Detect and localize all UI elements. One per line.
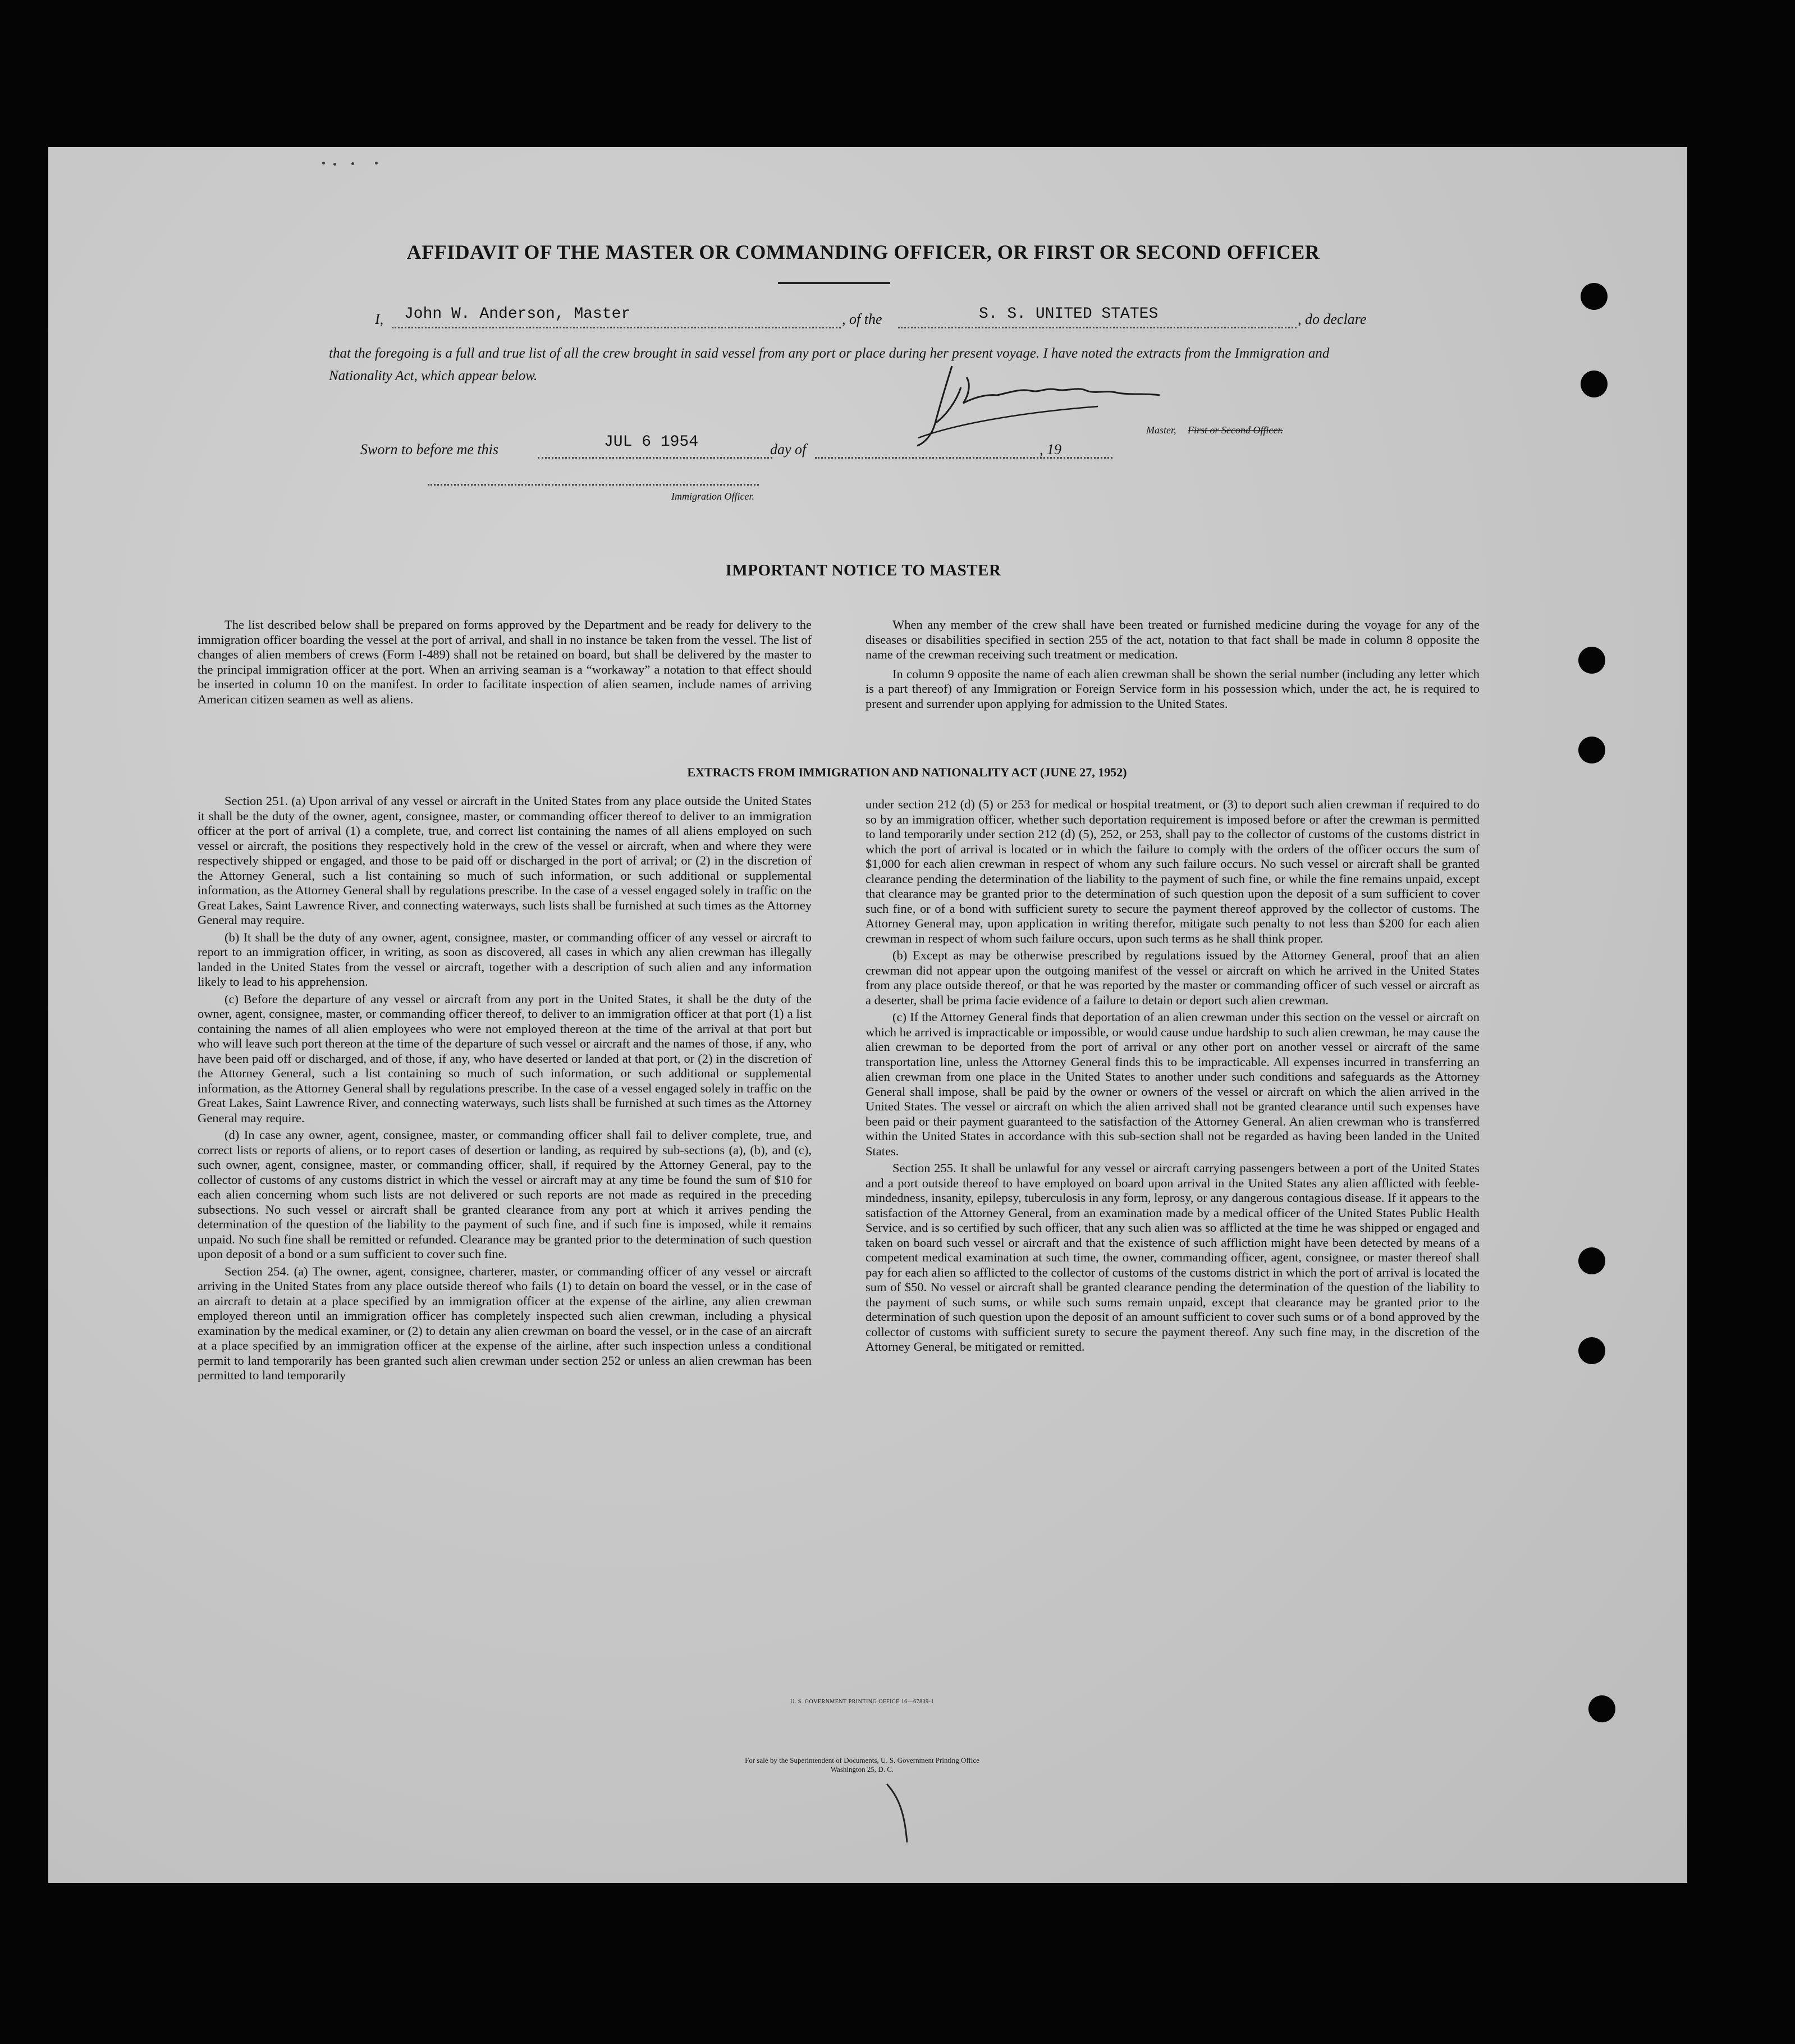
punch-hole: [1578, 647, 1605, 674]
extracts-right-column: [866, 797, 1480, 1355]
punch-hole: [1581, 283, 1608, 310]
master-caption-label: Master,: [1146, 424, 1176, 436]
immigration-officer-signature-line: [428, 470, 759, 486]
printing-office-line: U. S. GOVERNMENT PRINTING OFFICE 16—67839-1: [790, 1699, 935, 1705]
vessel-name-value: S. S. UNITED STATES: [979, 305, 1158, 323]
punch-hole: [1588, 1695, 1615, 1722]
sworn-label: Sworn to before me this: [360, 441, 499, 458]
i-label: I,: [375, 311, 384, 327]
scan-speck: [375, 162, 378, 164]
section-254a: Section 254. (a) The owner, agent, consignee, charterer, master, or commanding officer of any vessel or aircraft arriving in the United States from any place outside thereof who fails (1) to detain on board the vessel, or in the case of an aircraft to detain at a place specified by an immigration officer at the expense of the airline, any alien crewman employed thereon until an immigration officer has completely inspected such alien crewman, including a physical examination by the medical examiner, or (2) to detain any alien crewman on board the vessel, or in the case of an aircraft at a place specified by an immigration officer at the expense of the airline, after such inspection unless a conditional permit to land temporarily has been granted such alien crewman under section 252 or unless an alien crewman has been permitted to land temporarily: [198, 1264, 812, 1382]
immigration-officer-caption: Immigration Officer.: [671, 491, 754, 502]
section-254c: (c) If the Attorney General finds that deportation of an alien crewman under this section on the vessel or aircraft on which he arrived is impracticable or impossible, or would cause undue hardship to such alien crewman, he may cause the alien crewman to be deported from the port of arrival or any other port on another vessel or aircraft of the same transportation line, unless the Attorney General finds this to be impracticable. All expenses incurred in transferring an alien crewman from one place in the United States to another under such conditions and safeguards as the Attorney General shall impose, shall be paid by the owner or owners of the vessel or aircraft on which the alien arrived in the United States. The vessel or aircraft on which the alien arrived shall not be granted clearance until such expenses have been paid or their payment guaranteed to the satisfaction of the Attorney General. An alien crewman who is transferred within the United States in accordance with this sub-section shall not be regarded as having been landed in the United States.: [866, 1010, 1480, 1158]
document-page: [48, 147, 1687, 1883]
footer: [553, 1756, 1171, 1774]
section-254b: (b) Except as may be otherwise prescribed by regulations issued by the Attorney General, proof that an alien crewman did not appear upon the outgoing manifest of the vessel or aircraft on which he arrived in the United States from any place outside thereof, or that he was reported by the master or commanding officer of such vessel or aircraft as a deserter, shall be prima facie evidence of a failure to detain or deport such alien crewman.: [866, 948, 1480, 1007]
notice-left-paragraph: The list described below shall be prepared on forms approved by the Department and be ready for delivery to the immigration officer boarding the vessel at the port of arrival, and shall in no instance be taken from the vessel. The list of changes of alien members of crews (Form I-489) shall not be retained on board, but shall be delivered by the master to the principal immigration officer at the port. When an arriving seaman is a “workaway” a notation to that effect should be inserted in column 10 on the manifest. In order to facilitate inspection of alien seamen, include names of arriving American citizen seamen as well as aliens.: [198, 618, 812, 706]
section-251b: (b) It shall be the duty of any owner, agent, consignee, master, or commanding officer of any vessel or aircraft to report to an immigration officer, in writing, as soon as discovered, all cases in which any alien crewman has illegally landed in the United States from the vessel or aircraft, together with a description of such alien and any information likely to lead to his apprehension.: [198, 930, 812, 989]
scan-speck: [333, 163, 336, 166]
scan-speck: [322, 162, 325, 164]
section-254a-continued: under section 212 (d) (5) or 253 for medical or hospital treatment, or (3) to deport such alien crewman if required to do so by an immigration officer, whether such deportation requirement is imposed before or after the crewman is permitted to land temporarily under section 212 (d) (5), 252, or 253, shall pay to the collector of customs of the customs district in which the port of arrival is located or in which the failure to comply with the orders of the officer occurs the sum of $1,000 for each alien crewman in respect of whom any such failure occurs. No such vessel or aircraft shall be granted clearance pending the determination of the liability to the payment of such fine, or while the fine remains unpaid, except that clearance may be granted prior to the determination of such question upon the deposit of a sum sufficient to cover such fine, or of a bond with sufficient surety to secure the payment thereof approved by the collector of customs. The Attorney General may, upon application in writing therefor, mitigate such penalty to not less than $200 for each alien crewman in respect of whom such failure occurs, upon such terms as he shall think proper.: [866, 797, 1480, 945]
do-declare-label: , do declare: [1298, 311, 1367, 327]
pen-mark: [882, 1781, 916, 1848]
section-251a: Section 251. (a) Upon arrival of any vessel or aircraft in the United States from any place outside the United States it shall be the duty of the owner, agent, consignee, master, or commanding officer thereof to deliver to an immigration officer at the port of arrival (1) a complete, true, and correct list containing the names of all aliens employed on such vessel or aircraft, the positions they respectively hold in the crew of the vessel or aircraft, when and where they were respectively shipped or engaged, and those to be paid off or discharged in the port of arrival; or (2) in the discretion of the Attorney General, such a list containing so much of such information, or such additional or supplemental information, as the Attorney General shall by regulations prescribe. In the case of a vessel engaged solely in traffic on the Great Lakes, Saint Lawrence River, and connecting waterways, such lists shall be furnished at such times as the Attorney General may require.: [198, 794, 812, 927]
punch-hole: [1578, 1337, 1605, 1364]
section-251d: (d) In case any owner, agent, consignee, master, or commanding officer shall fail to deliver complete, true, and correct lists or reports of aliens, or to report cases of desertion or landing, as required by sub-sections (a), (b), and (c), such owner, agent, consignee, master, or commanding officer, shall, if required by the Attorney General, pay to the collector of customs of any customs district in which the vessel or aircraft may at any time be found the sum of $10 for each alien concerning whom such lists are not delivered or such reports are not made as required in the preceding subsections. No such vessel or aircraft shall be granted clearance from any port at which it arrives pending the determination of the question of the liability to the payment of such fine, and if such fine is imposed, while it remains unpaid. No such fine shall be remitted or refunded. Clearance may be granted prior to the determination of such question upon deposit of a bond or a sum sufficient to cover such fine.: [198, 1128, 812, 1261]
punch-hole: [1581, 371, 1608, 397]
of-the-label: , of the: [842, 311, 882, 327]
notice-right-column: [866, 618, 1480, 711]
punch-hole: [1578, 1247, 1605, 1274]
affidavit-title: AFFIDAVIT OF THE MASTER OR COMMANDING OFFICER, OR FIRST OR SECOND OFFICER: [406, 241, 1320, 263]
day-of-label: day of: [770, 441, 807, 458]
year-field: [1068, 440, 1112, 459]
extracts-title: EXTRACTS FROM IMMIGRATION AND NATIONALITY ACT (JUNE 27, 1952): [687, 765, 1127, 779]
notice-right-paragraph-2: In column 9 opposite the name of each alien crewman shall be shown the serial number (including any letter which is a part thereof) of any Immigration or Foreign Service form in his possession which, under the act, he is required to present and surrender upon applying for admission to the United States.: [866, 666, 1480, 711]
section-251c: (c) Before the departure of any vessel or aircraft from any port in the United States, it shall be the duty of the owner, agent, consignee, master, or commanding officer thereof, to deliver to an immigration officer at that port (1) a list containing the names of all alien employees who were not employed thereon at the time of the arrival at that port but who will leave such port thereon at the time of the departure of such vessel or aircraft and the names of those, if any, who have been paid off or discharged, and of those, if any, who have deserted or landed at that port, or (2) in the discretion of the Attorney General, such a list containing so much of such information, or such additional or supplemental information, as the Attorney General shall by regulations prescribe. In the case of a vessel engaged solely in traffic on the Great Lakes, Saint Lawrence River, and connecting waterways, such lists shall be furnished at such times as the Attorney General may require.: [198, 991, 812, 1125]
master-name-value: John W. Anderson, Master: [404, 305, 631, 323]
punch-hole: [1578, 737, 1605, 763]
sworn-date-stamp: JUL 6 1954: [604, 433, 699, 451]
notice-title: IMPORTANT NOTICE TO MASTER: [725, 561, 1001, 579]
footer-line-2: Washington 25, D. C.: [830, 1765, 894, 1773]
extracts-left-column: [198, 794, 812, 1383]
declaration-text: that the foregoing is a full and true list of all the crew brought in said vessel from any port or place during her present voyage. I have noted the extracts from the Immigration and Nationality Act, which appear below.: [329, 346, 1330, 383]
notice-left-column: [198, 618, 812, 707]
title-rule: [778, 282, 890, 284]
year-label: , 19: [1040, 441, 1061, 458]
notice-right-paragraph-1: When any member of the crew shall have been treated or furnished medicine during the voyage for any of the diseases or disabilities specified in section 255 of the act, notation to that fact shall be made in column 8 opposite the name of the crewman receiving such treatment or medication.: [866, 618, 1480, 661]
footer-line-1: For sale by the Superintendent of Documents, U. S. Government Printing Office: [745, 1756, 979, 1764]
master-signature: [913, 362, 1182, 451]
struck-officer-caption: First or Second Officer.: [1188, 424, 1283, 436]
scan-speck: [351, 162, 354, 165]
section-255: Section 255. It shall be unlawful for any vessel or aircraft carrying passengers between a port of the United States and a port outside thereof to have employed on board upon arrival in the United States any alien afflicted with feeble-mindedness, insanity, epilepsy, tuberculosis in any form, leprosy, or any dangerous contagious disease. If it appears to the satisfaction of the Attorney General, from an examination made by a medical officer of the United States Public Health Service, and is so certified by such officer, that any such alien was so afflicted at the time he was shipped or engaged and taken on board such vessel or aircraft and that the existence of such affliction might have been detected by means of a competent medical examination at such time, the owner, commanding officer, agent, consignee, or master thereof shall pay for each alien so afflicted to the collector of customs of the customs district in which the port of arrival is located the sum of $50. No vessel or aircraft shall be granted clearance pending the determination of the question of the liability to the payment of such sums, or while such sums remain unpaid, except that clearance may be granted prior to the determination of such question upon the deposit of an amount sufficient to cover such sums or of a bond approved by the collector of customs with sufficient surety to secure the payment thereof. Any such fine may, in the discretion of the Attorney General, be mitigated or remitted.: [866, 1161, 1480, 1353]
